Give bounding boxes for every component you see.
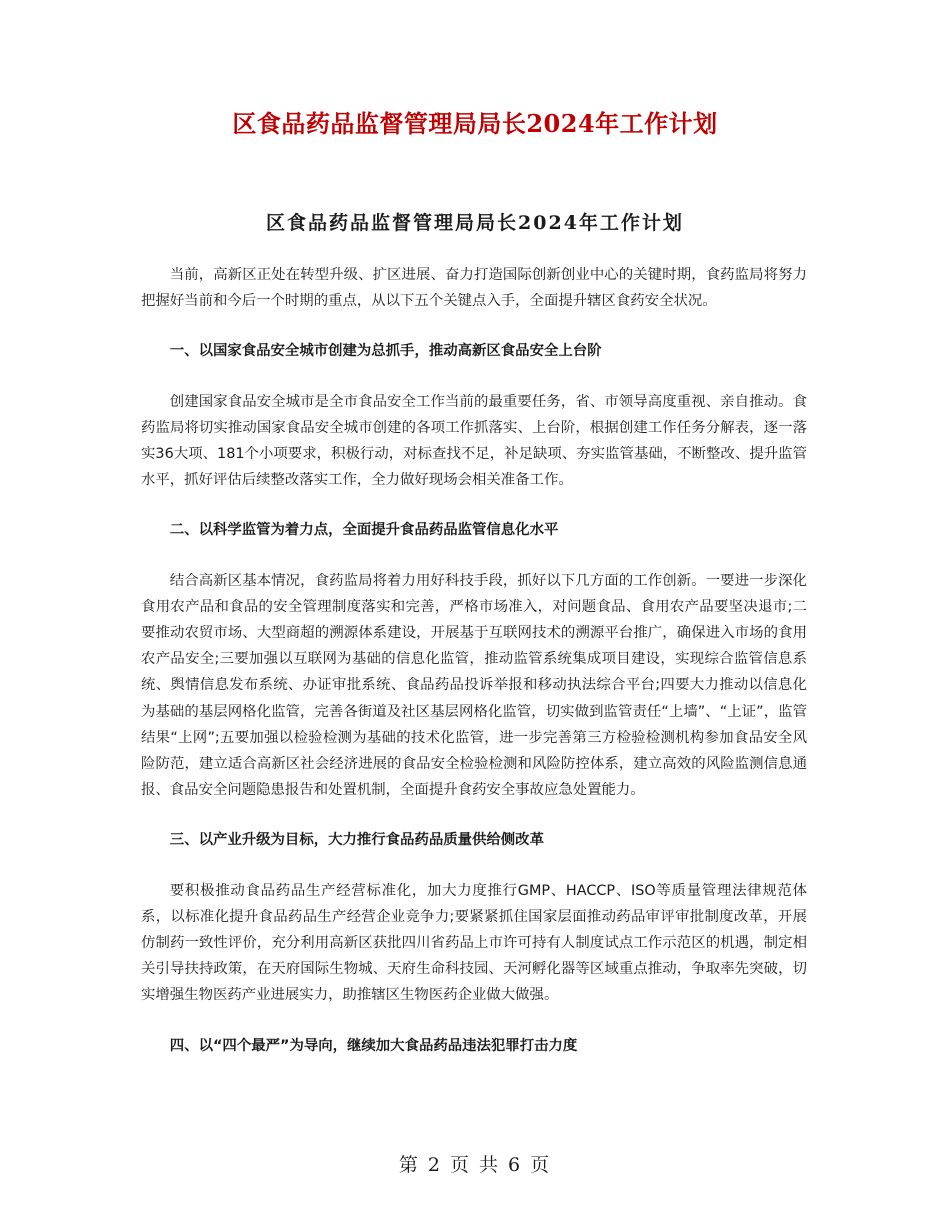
section-2-paragraph: 结合高新区基本情况，食药监局将着力用好科技手段，抓好以下几方面的工作创新。一要进一步深化食用农产品和食品的安全管理制度落实和完善，严格市场准入，对问题食品、食用农产品要坚决退市;二要推动农贸市场、大型商超的溯源体系建设，开展基于互联网技术的溯源平台推广，确保进入市场的食用农产品安全;三要加强以互联网为基础的信息化监管，推动监管系统集成项目建设，实现综合监管信息系统、舆情信息发布系统、办证审批系统、食品药品投诉举报和移动执法综合平台;四要大力推动以信息化为基础的基层网格化监管，完善各街道及社区基层网格化监管，切实做到监管责任“上墙”、“上证”，监管结果“上网”;五要加强以检验检测为基础的技术化监管，进一步完善第三方检验检测机构参加食品安全风险防范，建立适合高新区社会经济进展的食品安全检验检测和风险防控体系，建立高效的风险监测信息通报、食品安全问题隐患报告和处置机制，全面提升食药安全事故应急处置能力。 (141, 572, 807, 799)
subtitle: 区食品药品监督管理局局长2024年工作计划 (266, 212, 684, 234)
section-1-heading: 一、以国家食品安全城市创建为总抓手，推动高新区食品安全上台阶 (169, 343, 602, 360)
section-4-heading: 四、以“四个最严”为导向，继续加大食品药品违法犯罪打击力度 (169, 1037, 578, 1054)
document-body (141, 262, 807, 1083)
section-3-paragraph: 要积极推动食品药品生产经营标准化，加大力度推行GMP、HACCP、ISO等质量管理法律规范体系，以标准化提升食品药品生产经营企业竞争力;要紧紧抓住国家层面推动药品审评审批制度改革，开展仿制药一致性评价，充分利用高新区获批四川省药品上市许可持有人制度试点工作示范区的机遇，制定相关引导扶持政策，在天府国际生物城、天府生命科技园、天河孵化器等区域重点推动，争取率先突破，切实增强生物医药产业进展实力，助推辖区生物医药企业做大做强。 (141, 882, 807, 1004)
intro-paragraph: 当前，高新区正处在转型升级、扩区进展、奋力打造国际创新创业中心的关键时期，食药监局将努力把握好当前和今后一个时期的重点，从以下五个关键点入手，全面提升辖区食药安全状况。 (141, 267, 807, 310)
main-title: 区食品药品监督管理局局长2024年工作计划 (232, 109, 718, 138)
section-1-paragraph: 创建国家食品安全城市是全市食品安全工作当前的最重要任务，省、市领导高度重视、亲自推动。食药监局将切实推动国家食品安全城市创建的各项工作抓落实、上台阶，根据创建工作任务分解表，逐一落实36大项、181个小项要求，积极行动，对标查找不足，补足缺项、夯实监管基础，不断整改、提升监管水平，抓好评估后续整改落实工作，全力做好现场会相关准备工作。 (141, 393, 807, 489)
page-number-footer: 第 2 页 共 6 页 (398, 1154, 552, 1176)
section-3-heading: 三、以产业升级为目标，大力推行食品药品质量供给侧改革 (169, 832, 544, 849)
section-2-heading: 二、以科学监管为着力点，全面提升食品药品监管信息化水平 (169, 522, 559, 539)
